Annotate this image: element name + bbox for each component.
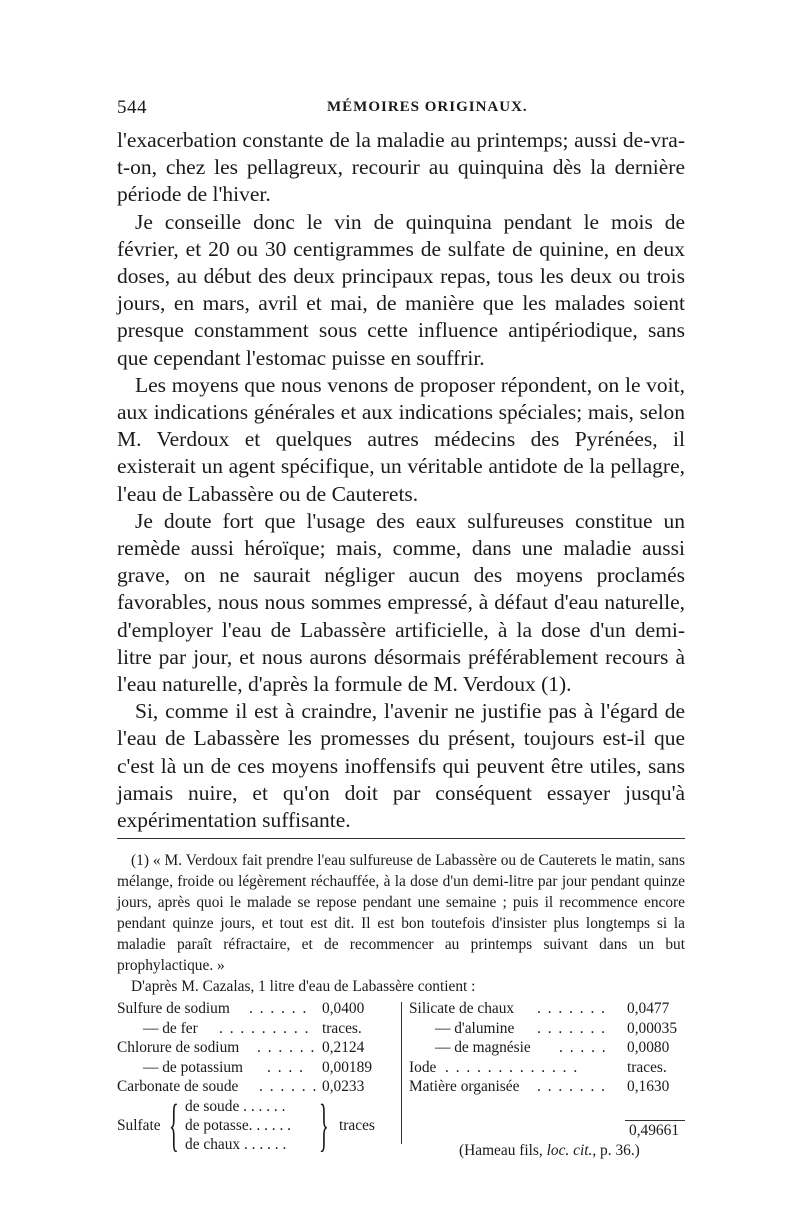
compound-value: 0,0477 [627, 1000, 670, 1017]
citation-author: (Hameau fils, [459, 1142, 543, 1159]
sulfate-item: de potasse. . . . . . [185, 1116, 292, 1134]
leader-dots: . . . . . . . [537, 1019, 607, 1037]
footnote [117, 850, 685, 997]
citation [459, 1142, 640, 1160]
sulfate-item: de soude . . . . . . [185, 1097, 286, 1115]
compound-value: traces. [322, 1019, 362, 1037]
analysis-row [117, 1039, 399, 1059]
compound-value: 0,0080 [627, 1039, 670, 1056]
total-rule [625, 1120, 685, 1121]
analysis-row [117, 1059, 399, 1079]
analysis-row [409, 1039, 685, 1059]
analysis-row [409, 1078, 685, 1098]
compound-name: — d'alumine [435, 1019, 515, 1037]
main-text [117, 127, 685, 834]
paragraph: Je conseille donc le vin de quinquina pendant le mois de février, et 20 ou 30 centigrammes de sulfate de quinine, en deux doses, au début des deux principaux repas, tous les deux ou trois jours, en mars, avril et mai, de manière que les malades soient presque constamment sous cette influence antipériodique, sans que cependant l'estomac puisse en souffrir. [117, 209, 685, 370]
compound-value: 0,0233 [322, 1078, 365, 1095]
leader-dots: . . . . . . . [537, 1000, 607, 1017]
leader-dots: . . . . [267, 1058, 305, 1076]
analysis-row [409, 1000, 685, 1020]
compound-name: — de fer [143, 1019, 198, 1037]
compound-value: 0,0400 [322, 1000, 365, 1017]
footnote-divider [117, 838, 685, 839]
compound-name: — de potassium [143, 1058, 244, 1076]
citation-loc-cit: loc. cit. [546, 1142, 593, 1159]
analysis-row [117, 1000, 399, 1020]
analysis-column-right [409, 1000, 685, 1098]
paragraph: Si, comme il est à craindre, l'avenir ne justifie pas à l'égard de l'eau de Labassère les promesses du présent, toujours est-il que c'est là un de ces moyens inoffensifs qui peuvent être utiles, sans jamais nuire, et qu'on doit par conséquent essayer jusqu'à expérimentation suffisante. [117, 699, 685, 833]
leader-dots: . . . . . . . [537, 1078, 607, 1095]
left-brace: { [169, 1091, 179, 1157]
leader-dots: . . . . . . . . . [219, 1019, 310, 1037]
paragraph: Les moyens que nous venons de proposer répondent, on le voit, aux indications générales et aux indications spéciales; mais, selon M. Verdoux et quelques autres médecins des Pyrénées, il existerait un agent spécifique, un véritable antidote de la pellagre, l'eau de Labassère ou de Cauterets. [117, 372, 685, 506]
paragraph: Je doute fort que l'usage des eaux sulfureuses constitue un remède aussi héroïque; mais, comme, dans une maladie aussi grave, on ne saurait négliger aucun des moyens proclamés favorables, nous nous sommes empressé, à défaut d'eau naturelle, d'employer l'eau de Labassère artificielle, à la dose d'un demi-litre par jour, et nous aurons désormais préférablement recours à l'eau naturelle, d'après la formule de M. Verdoux (1). [117, 508, 685, 697]
compound-name: Carbonate de soude [117, 1078, 239, 1095]
compound-name: Iode [409, 1058, 437, 1076]
page-header [117, 97, 685, 121]
analysis-row [409, 1020, 685, 1040]
compound-value: 0,00189 [322, 1058, 373, 1076]
leader-dots: . . . . . . [257, 1039, 316, 1056]
leader-dots: . . . . . [559, 1039, 608, 1056]
page-number: 544 [117, 97, 147, 118]
compound-value: 0,1630 [627, 1078, 670, 1095]
column-divider [401, 1002, 402, 1144]
compound-name: Matière organisée [409, 1078, 520, 1095]
paragraph: l'exacerbation constante de la maladie au printemps; aussi de-vra-t-on, chez les pellagreux, recourir au quinquina dès la dernière période de l'hiver. [117, 128, 685, 207]
citation-page: , p. 36.) [592, 1142, 640, 1159]
sulfate-label: Sulfate [117, 1116, 161, 1134]
analysis-total: 0,49661 [629, 1122, 680, 1139]
compound-name: — de magnésie [435, 1039, 531, 1056]
sulfate-value: traces [339, 1116, 375, 1134]
water-analysis-table [117, 1000, 685, 1160]
compound-name: Chlorure de sodium [117, 1039, 240, 1056]
compound-value: 0,2124 [322, 1039, 365, 1056]
compound-value: 0,00035 [627, 1019, 678, 1037]
compound-name: Silicate de chaux [409, 1000, 515, 1017]
sulfate-group [117, 1091, 399, 1158]
leader-dots: . . . . . . . . . . . . . [445, 1058, 579, 1076]
right-brace: } [319, 1091, 329, 1157]
analysis-row [117, 1020, 399, 1040]
compound-name: Sulfure de sodium [117, 1000, 230, 1017]
analysis-intro: D'après M. Cazalas, 1 litre d'eau de Labassère contient : [131, 978, 476, 995]
analysis-column-left [117, 1000, 399, 1158]
analysis-row [117, 1078, 399, 1098]
compound-value: traces. [627, 1058, 667, 1076]
analysis-row [409, 1059, 685, 1079]
sulfate-item: de chaux . . . . . . [185, 1135, 287, 1153]
leader-dots: . . . . . . [259, 1078, 318, 1095]
leader-dots: . . . . . . [249, 1000, 308, 1017]
running-title: MÉMOIRES ORIGINAUX. [327, 99, 528, 115]
footnote-text: (1) « M. Verdoux fait prendre l'eau sulfureuse de Labassère ou de Cauterets le matin, sans mélange, froide ou légèrement réchauffée, à la dose d'un demi-litre par jour pendant quinze jours, après quoi le malade se repose pendant une semaine ; puis il recommence encore pendant quinze jours, et tout est dit. Il est bon toutefois d'insister plus longtemps si la maladie paraît réfractaire, et de recommencer au printemps suivant dans un but prophylactique. » [117, 852, 685, 974]
